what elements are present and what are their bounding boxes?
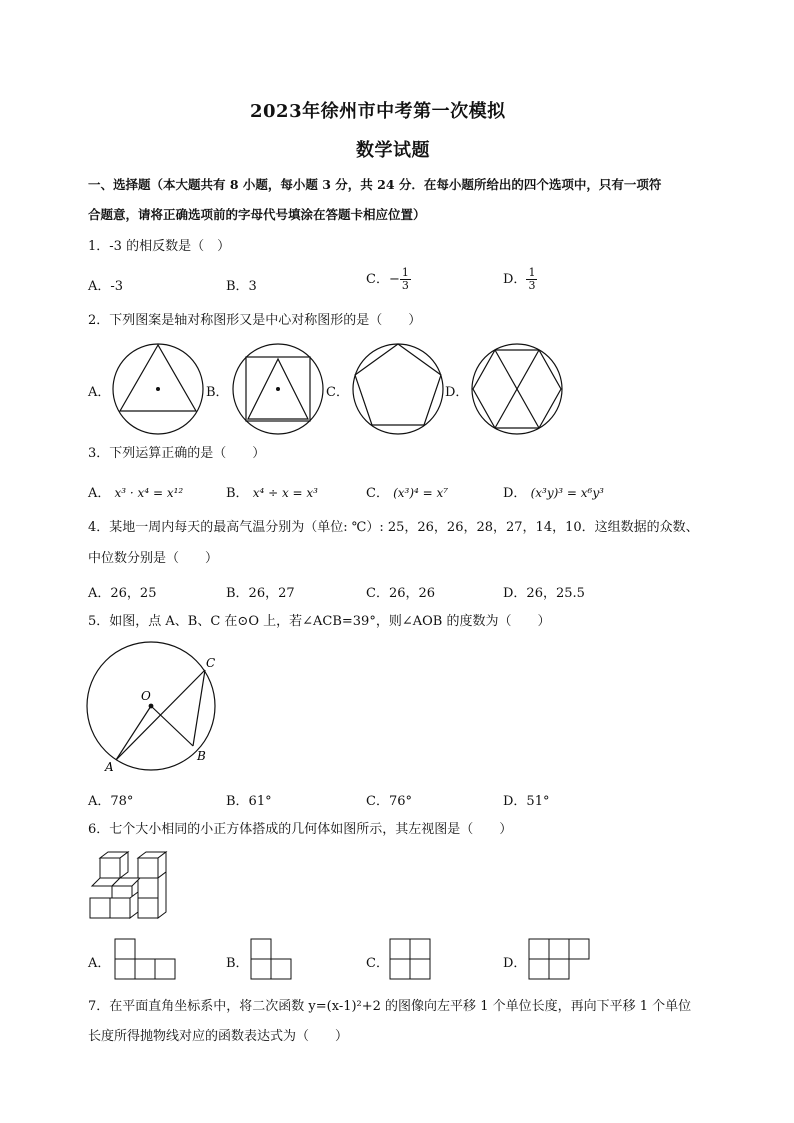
q1-option-d-fraction bbox=[526, 267, 537, 292]
q2-figure-c bbox=[352, 343, 444, 435]
view-square bbox=[390, 959, 410, 979]
page-title: 2023年徐州市中考第一次模拟 bbox=[250, 101, 506, 122]
q2-stem: 2．下列图案是轴对称图形又是中心对称图形的是（ ） bbox=[88, 313, 422, 328]
q5-option-a: A．78° bbox=[88, 794, 134, 809]
cube-front-face bbox=[100, 858, 120, 878]
q6-option-d-figure bbox=[528, 938, 590, 980]
q6-option-c-label: C． bbox=[366, 956, 389, 971]
view-square bbox=[529, 959, 549, 979]
view-square bbox=[410, 959, 430, 979]
label-o: O bbox=[141, 689, 151, 703]
q3-stem: 3．下列运算正确的是（ ） bbox=[88, 446, 266, 461]
view-square bbox=[569, 939, 589, 959]
q1-option-c-sign: − bbox=[388, 272, 400, 287]
q2-option-c-label: C． bbox=[326, 385, 349, 400]
q1-option-c-fraction bbox=[400, 267, 411, 292]
center-dot bbox=[156, 387, 160, 391]
center-dot bbox=[276, 387, 280, 391]
q7-stem-line1: 7．在平面直角坐标系中，将二次函数 y=(x-1)²+2 的图像向左平移 1 个单位长度，再向下平移 1 个单位 bbox=[88, 999, 692, 1014]
cube-front-face bbox=[138, 898, 158, 918]
q5-option-d: D．51° bbox=[503, 794, 550, 809]
q2-figure-d bbox=[471, 343, 563, 435]
view-square bbox=[251, 959, 271, 979]
q1-option-c bbox=[366, 267, 411, 292]
q6-stem: 6．七个大小相同的小正方体搭成的几何体如图所示，其左视图是（ ） bbox=[88, 822, 513, 837]
q7-stem-line2: 长度所得抛物线对应的函数表达式为（ ） bbox=[88, 1029, 349, 1044]
q6-option-d-label: D． bbox=[503, 956, 527, 971]
q4-stem-line1: 4．某地一周内每天的最高气温分别为（单位: ℃）: 25，26，26，28，27，14，10．这组数据的众数、 bbox=[88, 520, 699, 535]
q5-circle-figure bbox=[86, 640, 226, 775]
cube-front-face bbox=[110, 898, 130, 918]
q5-option-b: B．61° bbox=[226, 794, 272, 809]
segment-ob bbox=[151, 706, 193, 746]
segment-ao bbox=[116, 706, 151, 760]
fraction-denominator: 3 bbox=[401, 279, 409, 292]
q3-option-a-expr: x³ · x⁴ = x¹² bbox=[114, 486, 184, 500]
q3-option-b-label: B． bbox=[226, 486, 249, 501]
section-heading-line2: 合题意，请将正确选项前的字母代号填涂在答题卡相应位置） bbox=[88, 207, 426, 222]
cube-side-face bbox=[158, 872, 166, 918]
q3-option-a-label: A． bbox=[88, 486, 111, 501]
cube-front-face bbox=[90, 898, 110, 918]
q2-figure-a bbox=[112, 343, 204, 435]
q3-option-d bbox=[503, 482, 604, 501]
q1-option-a: A．-3 bbox=[88, 279, 124, 294]
fraction-numerator: 1 bbox=[528, 266, 536, 279]
q4-option-c: C．26，26 bbox=[366, 586, 436, 601]
q3-option-a bbox=[88, 482, 183, 501]
cube-front-face bbox=[138, 878, 158, 898]
label-c: C bbox=[206, 656, 216, 670]
view-square bbox=[549, 939, 569, 959]
view-square bbox=[251, 939, 271, 959]
q3-option-d-expr: (x³y)³ = x⁶y³ bbox=[530, 486, 604, 500]
q2-option-d-label: D． bbox=[445, 385, 469, 400]
q6-option-b-label: B． bbox=[226, 956, 249, 971]
view-square bbox=[271, 959, 291, 979]
q4-option-a: A．26，25 bbox=[88, 586, 157, 601]
q6-option-a-label: A． bbox=[88, 956, 111, 971]
q3-option-c-expr: (x³)⁴ = x⁷ bbox=[393, 486, 449, 500]
label-b: B bbox=[197, 749, 206, 763]
view-square bbox=[549, 959, 569, 979]
label-a: A bbox=[105, 760, 114, 774]
circle-shape bbox=[353, 344, 443, 434]
q1-option-d-label: D． bbox=[503, 272, 527, 287]
view-square bbox=[155, 959, 175, 979]
q6-option-b-figure bbox=[250, 938, 292, 980]
q1-option-c-label: C． bbox=[366, 272, 389, 287]
q2-option-b-label: B． bbox=[206, 385, 229, 400]
center-point bbox=[149, 704, 154, 709]
cube-front-face bbox=[138, 858, 158, 878]
q1-option-d bbox=[503, 267, 537, 292]
q3-option-d-label: D． bbox=[503, 486, 527, 501]
q6-option-a-figure bbox=[114, 938, 176, 980]
page-subtitle: 数学试题 bbox=[356, 140, 430, 161]
q1-option-b: B．3 bbox=[226, 279, 257, 294]
q6-cube-figure bbox=[88, 850, 168, 922]
q3-option-c bbox=[366, 482, 448, 501]
fraction-denominator: 3 bbox=[528, 279, 536, 292]
q2-option-a-label: A． bbox=[88, 385, 111, 400]
triangle-shape bbox=[120, 345, 196, 411]
view-square bbox=[529, 939, 549, 959]
q3-option-b bbox=[226, 482, 318, 501]
q4-option-d: D．26，25.5 bbox=[503, 586, 585, 601]
q5-option-c: C．76° bbox=[366, 794, 412, 809]
view-square bbox=[115, 959, 135, 979]
q2-figure-b bbox=[232, 343, 324, 435]
q4-stem-line2: 中位数分别是（ ） bbox=[88, 551, 219, 566]
q1-stem: 1．-3 的相反数是（ ） bbox=[88, 239, 231, 254]
q5-stem: 5．如图，点 A、B、C 在⊙O 上，若∠ACB=39°，则∠AOB 的度数为（ ） bbox=[88, 614, 551, 629]
view-square bbox=[135, 959, 155, 979]
q3-option-b-expr: x⁴ ÷ x = x³ bbox=[252, 486, 318, 500]
q3-option-c-label: C． bbox=[366, 486, 389, 501]
q6-option-c-figure bbox=[389, 938, 431, 980]
fraction-numerator: 1 bbox=[401, 266, 409, 279]
view-square bbox=[410, 939, 430, 959]
view-square bbox=[115, 939, 135, 959]
section-heading-line1: 一、选择题（本大题共有 8 小题，每小题 3 分，共 24 分．在每小题所给出的四个选项中，只有一项符 bbox=[88, 177, 662, 192]
view-square bbox=[390, 939, 410, 959]
segment-cb bbox=[193, 670, 205, 746]
q4-option-b: B．26，27 bbox=[226, 586, 295, 601]
